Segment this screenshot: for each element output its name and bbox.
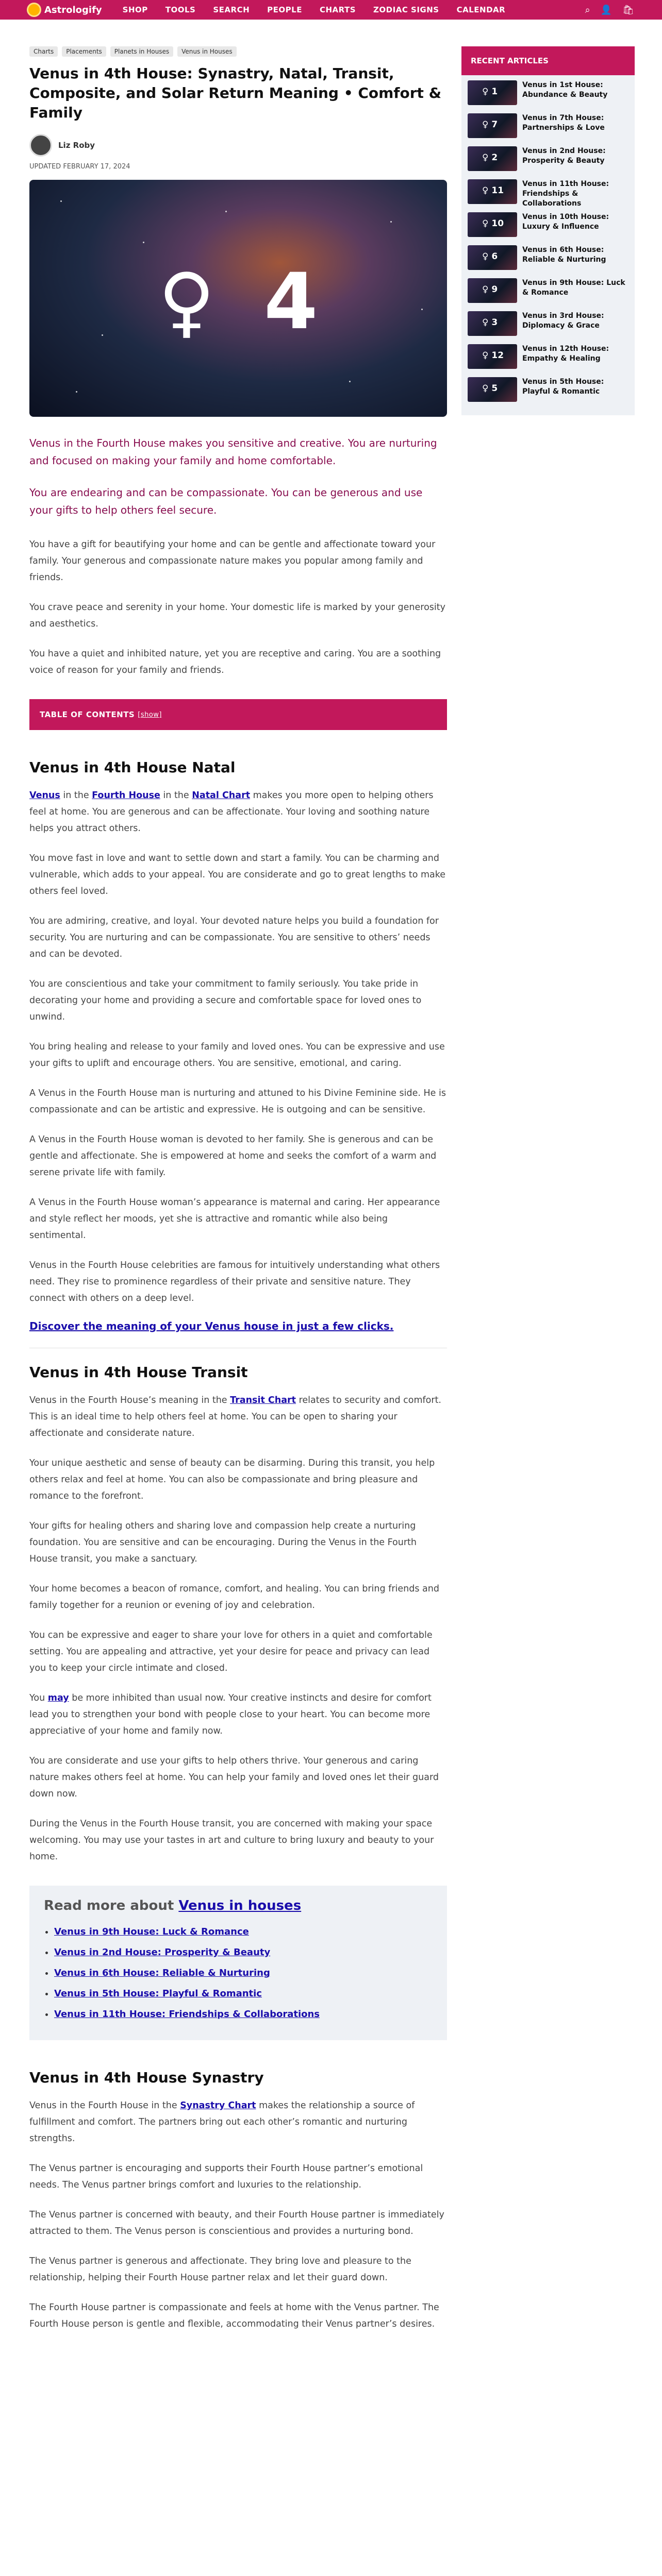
recent-article-item[interactable] [468,179,628,207]
avatar[interactable] [29,134,52,157]
intro-paragraph: You crave peace and serenity in your home. Your domestic life is marked by your generosity and aesthetics. [29,602,445,629]
link-fourth-house[interactable]: Fourth House [92,790,160,801]
updated-date: UPDATED FEBRUARY 17, 2024 [29,163,130,171]
article-thumbnail[interactable]: ♀ 6 [468,245,517,270]
article-thumbnail[interactable]: ♀ 12 [468,344,517,369]
article-thumbnail[interactable]: ♀ 10 [468,212,517,237]
table-of-contents[interactable] [29,699,447,730]
natal-paragraph: You bring healing and release to your family and loved ones. You can be expressive and use your gifts to uplift and encourage others. You are sensitive, emotional, and caring. [29,1042,445,1069]
recent-article-title[interactable]: Venus in 5th House: Playful & Romantic [522,378,604,396]
section-heading-transit: Venus in 4th House Transit [29,1364,248,1381]
recent-article-item[interactable] [468,113,628,141]
article-thumbnail[interactable]: ♀ 5 [468,377,517,402]
intro-paragraph: You have a gift for beautifying your home and can be gentle and affectionate toward your family. Your generous and compassionate nature makes you popular among family and friends. [29,539,436,583]
read-more-link[interactable]: Venus in 6th House: Reliable & Nurturing [54,1968,270,1978]
transit-paragraph: You may be more inhibited than usual now. Your creative instincts and desire for comfort lead you to strengthen your bond with people close to your heart. You can become more appreciative of your home and family now. [29,1693,432,1736]
link-may[interactable]: may [47,1693,69,1703]
list-item [54,1922,433,1942]
article-thumbnail[interactable]: ♀ 3 [468,311,517,336]
read-more-box [29,1886,447,2040]
natal-paragraph: A Venus in the Fourth House man is nurturing and attuned to his Divine Feminine side. He is compassionate and can be artistic and expressive. He is outgoing and can be sensitive. [29,1088,446,1115]
natal-paragraph: Venus in the Fourth House celebrities are famous for intuitively understanding what others need. They rise to prominence regardless of their private and sensitive nature. They connect with others on a deep level. [29,1260,440,1303]
natal-intro-paragraph: Venus in the Fourth House in the Natal Chart makes you more open to helping others feel at home. You are generous and can be affectionate. Your loving and soothing nature helps you attract others. [29,790,434,834]
section-heading-natal: Venus in 4th House Natal [29,759,236,776]
crumb-placements[interactable]: Placements [62,46,106,57]
recent-article-title[interactable]: Venus in 3rd House: Diplomacy & Grace [522,312,604,330]
brand-name: Astrologify [44,4,102,15]
nav-tools[interactable]: TOOLS [165,5,196,14]
transit-paragraph: Your home becomes a beacon of romance, comfort, and healing. You can bring friends and family together for a reunion or evening of joy and celebration. [29,1584,439,1611]
toc-title: TABLE OF CONTENTS [40,710,135,719]
link-venus-in-houses[interactable]: Venus in houses [178,1898,302,1913]
natal-paragraph: You move fast in love and want to settle down and start a family. You can be charming and vulnerable, which adds to your appeal. You are considerate and go to great lengths to make others feel loved. [29,853,446,896]
transit-paragraph: You can be expressive and eager to share your love for others in a quiet and comfortable setting. You are appealing and attractive, yet your desire for peace and privacy can lead you to keep your circle intimate and closed. [29,1630,433,1673]
recent-article-item[interactable] [468,377,628,405]
recent-article-title[interactable]: Venus in 1st House: Abundance & Beauty [522,81,608,99]
transit-paragraph: During the Venus in the Fourth House transit, you are concerned with making your space welcoming. You may use your tastes in art and culture to bring luxury and beauty to your home. [29,1819,434,1862]
recent-article-title[interactable]: Venus in 6th House: Reliable & Nurturing [522,246,606,264]
intro-paragraph: You have a quiet and inhibited nature, yet you are receptive and caring. You are a soothing voice of reason for your family and friends. [29,649,441,675]
synastry-paragraph: The Venus partner is concerned with beauty, and their Fourth House partner is immediately attracted to them. The Venus person is conscientious and provides a nurturing bond. [29,2210,444,2236]
link-synastry-chart[interactable]: Synastry Chart [180,2100,256,2111]
natal-paragraph: You are admiring, creative, and loyal. Your devoted nature helps you build a foundation for security. You are nurturing and can be compassionate. You are sensitive to others’ needs and can be devoted. [29,916,439,959]
transit-intro-paragraph: Venus in the Fourth House’s meaning in the Transit Chart relates to security and comfort. This is an ideal time to help others feel at home. You can be open to sharing your affectionate and considerate nature. [29,1395,441,1438]
list-item [54,1942,433,1963]
recent-article-item[interactable] [468,245,628,273]
transit-paragraph: Your gifts for healing others and sharing love and compassion help create a nurturing foundation. You are sensitive and can be encouraging. During the Venus in the Fourth House transit, you make a sanctuary. [29,1521,417,1564]
nav-calendar[interactable]: CALENDAR [456,5,506,14]
link-transit-chart[interactable]: Transit Chart [230,1395,296,1405]
author-block [29,134,447,157]
transit-paragraph: You are considerate and use your gifts to help others thrive. Your generous and caring nature makes others feel at home. You can help your family and loved ones let their guard down now. [29,1756,439,1799]
natal-paragraph: You are conscientious and take your commitment to family seriously. You take pride in decorating your home and providing a secure and comfortable space for loved ones to unwind. [29,979,422,1022]
article-thumbnail[interactable]: ♀ 9 [468,278,517,303]
sidebar [461,46,635,415]
nav-charts[interactable]: CHARTS [319,5,356,14]
top-navigation [0,0,662,20]
recent-article-item[interactable] [468,212,628,240]
synastry-paragraph: The Fourth House partner is compassionate and feels at home with the Venus partner. The Fourth House person is gentle and flexible, accommodating their Venus partner’s desires. [29,2302,439,2329]
nav-zodiac-signs[interactable]: ZODIAC SIGNS [373,5,439,14]
read-more-link[interactable]: Venus in 2nd House: Prosperity & Beauty [54,1947,271,1958]
brand-logo[interactable] [27,3,102,17]
cart-icon[interactable]: 🛍 [622,4,634,15]
transit-paragraph: Your unique aesthetic and sense of beauty can be disarming. During this transit, you help others relax and feel at home. You can also be compassionate and bring pleasure and romance to the forefront. [29,1458,435,1501]
recent-article-item[interactable] [468,278,628,306]
article-thumbnail[interactable]: ♀ 1 [468,80,517,105]
lead-paragraph-1: Venus in the Fourth House makes you sensitive and creative. You are nurturing and focused on making your family and home comfortable. [29,437,437,467]
toc-show-link[interactable]: [show] [138,710,162,719]
user-icon[interactable]: 👤 [600,4,613,15]
read-more-heading: Read more about Venus in houses [44,1898,302,1913]
breadcrumb [29,46,447,57]
synastry-paragraph: The Venus partner is encouraging and supports their Fourth House partner’s emotional needs. The Venus partner brings comfort and luxuries to the relationship. [29,2163,423,2190]
list-item [54,1984,433,2004]
house-number: 4 [264,257,318,347]
recent-articles-list [461,75,635,415]
article-thumbnail[interactable]: ♀ 7 [468,113,517,138]
article-thumbnail[interactable]: ♀ 11 [468,179,517,204]
recent-article-title[interactable]: Venus in 7th House: Partnerships & Love [522,114,605,132]
list-item [54,2004,433,2025]
section-heading-synastry: Venus in 4th House Synastry [29,2069,264,2086]
read-more-link[interactable]: Venus in 5th House: Playful & Romantic [54,1988,262,1999]
venus-house-cta-link[interactable]: Discover the meaning of your Venus house in just a few clicks. [29,1320,394,1332]
article-main [29,46,447,2332]
recent-article-title[interactable]: Venus in 10th House: Luxury & Influence [522,213,609,231]
recent-article-item[interactable] [468,80,628,108]
synastry-intro-paragraph: Venus in the Fourth House in the Synastry Chart makes the relationship a source of fulfillment and comfort. The partners bring out each other’s romantic and nurturing strengths. [29,2100,415,2144]
natal-paragraph: A Venus in the Fourth House woman is devoted to her family. She is generous and can be gentle and affectionate. She is empowered at home and seeks the comfort of a warm and serene private life with family. [29,1134,437,1178]
author-name[interactable]: Liz Roby [58,141,95,150]
read-more-link[interactable]: Venus in 9th House: Luck & Romance [54,1926,249,1937]
link-venus[interactable]: Venus [29,790,60,801]
search-icon[interactable]: ⌕ [585,4,590,15]
list-item [54,1963,433,1984]
page-title: Venus in 4th House: Synastry, Natal, Transit, Composite, and Solar Return Meaning • Comfort & Family [29,65,442,121]
nav-people[interactable]: PEOPLE [267,5,302,14]
recent-article-title[interactable]: Venus in 12th House: Empathy & Healing [522,345,609,363]
natal-paragraph: A Venus in the Fourth House woman’s appearance is maternal and caring. Her appearance and style reflect her moods, yet she is attractive and romantic while also being sentimental. [29,1197,440,1241]
recent-articles-heading: RECENT ARTICLES [461,46,635,75]
venus-glyph-icon: ♀ [158,257,215,347]
nav-search[interactable]: SEARCH [213,5,250,14]
recent-article-title[interactable]: Venus in 2nd House: Prosperity & Beauty [522,147,606,165]
synastry-paragraph: The Venus partner is generous and affectionate. They bring love and pleasure to the relationship, helping their Fourth House partner relax and let their guard down. [29,2256,411,2283]
read-more-link[interactable]: Venus in 11th House: Friendships & Collaborations [54,2009,320,2020]
recent-article-title[interactable]: Venus in 11th House: Friendships & Collaborations [522,180,609,208]
link-natal-chart[interactable]: Natal Chart [192,790,251,801]
recent-article-item[interactable] [468,146,628,174]
crumb-planets-in-houses[interactable]: Planets in Houses [110,46,173,57]
recent-article-item[interactable] [468,311,628,339]
recent-article-item[interactable] [468,344,628,372]
article-thumbnail[interactable]: ♀ 2 [468,146,517,171]
nav-shop[interactable]: SHOP [122,5,148,14]
crumb-venus-in-houses[interactable]: Venus in Houses [177,46,237,57]
hero-image [29,180,447,417]
crumb-charts[interactable]: Charts [29,46,58,57]
recent-article-title[interactable]: Venus in 9th House: Luck & Romance [522,279,625,297]
logo-icon [27,3,41,17]
lead-paragraph-2: You are endearing and can be compassionate. You can be generous and use your gifts to help others feel secure. [29,486,423,516]
